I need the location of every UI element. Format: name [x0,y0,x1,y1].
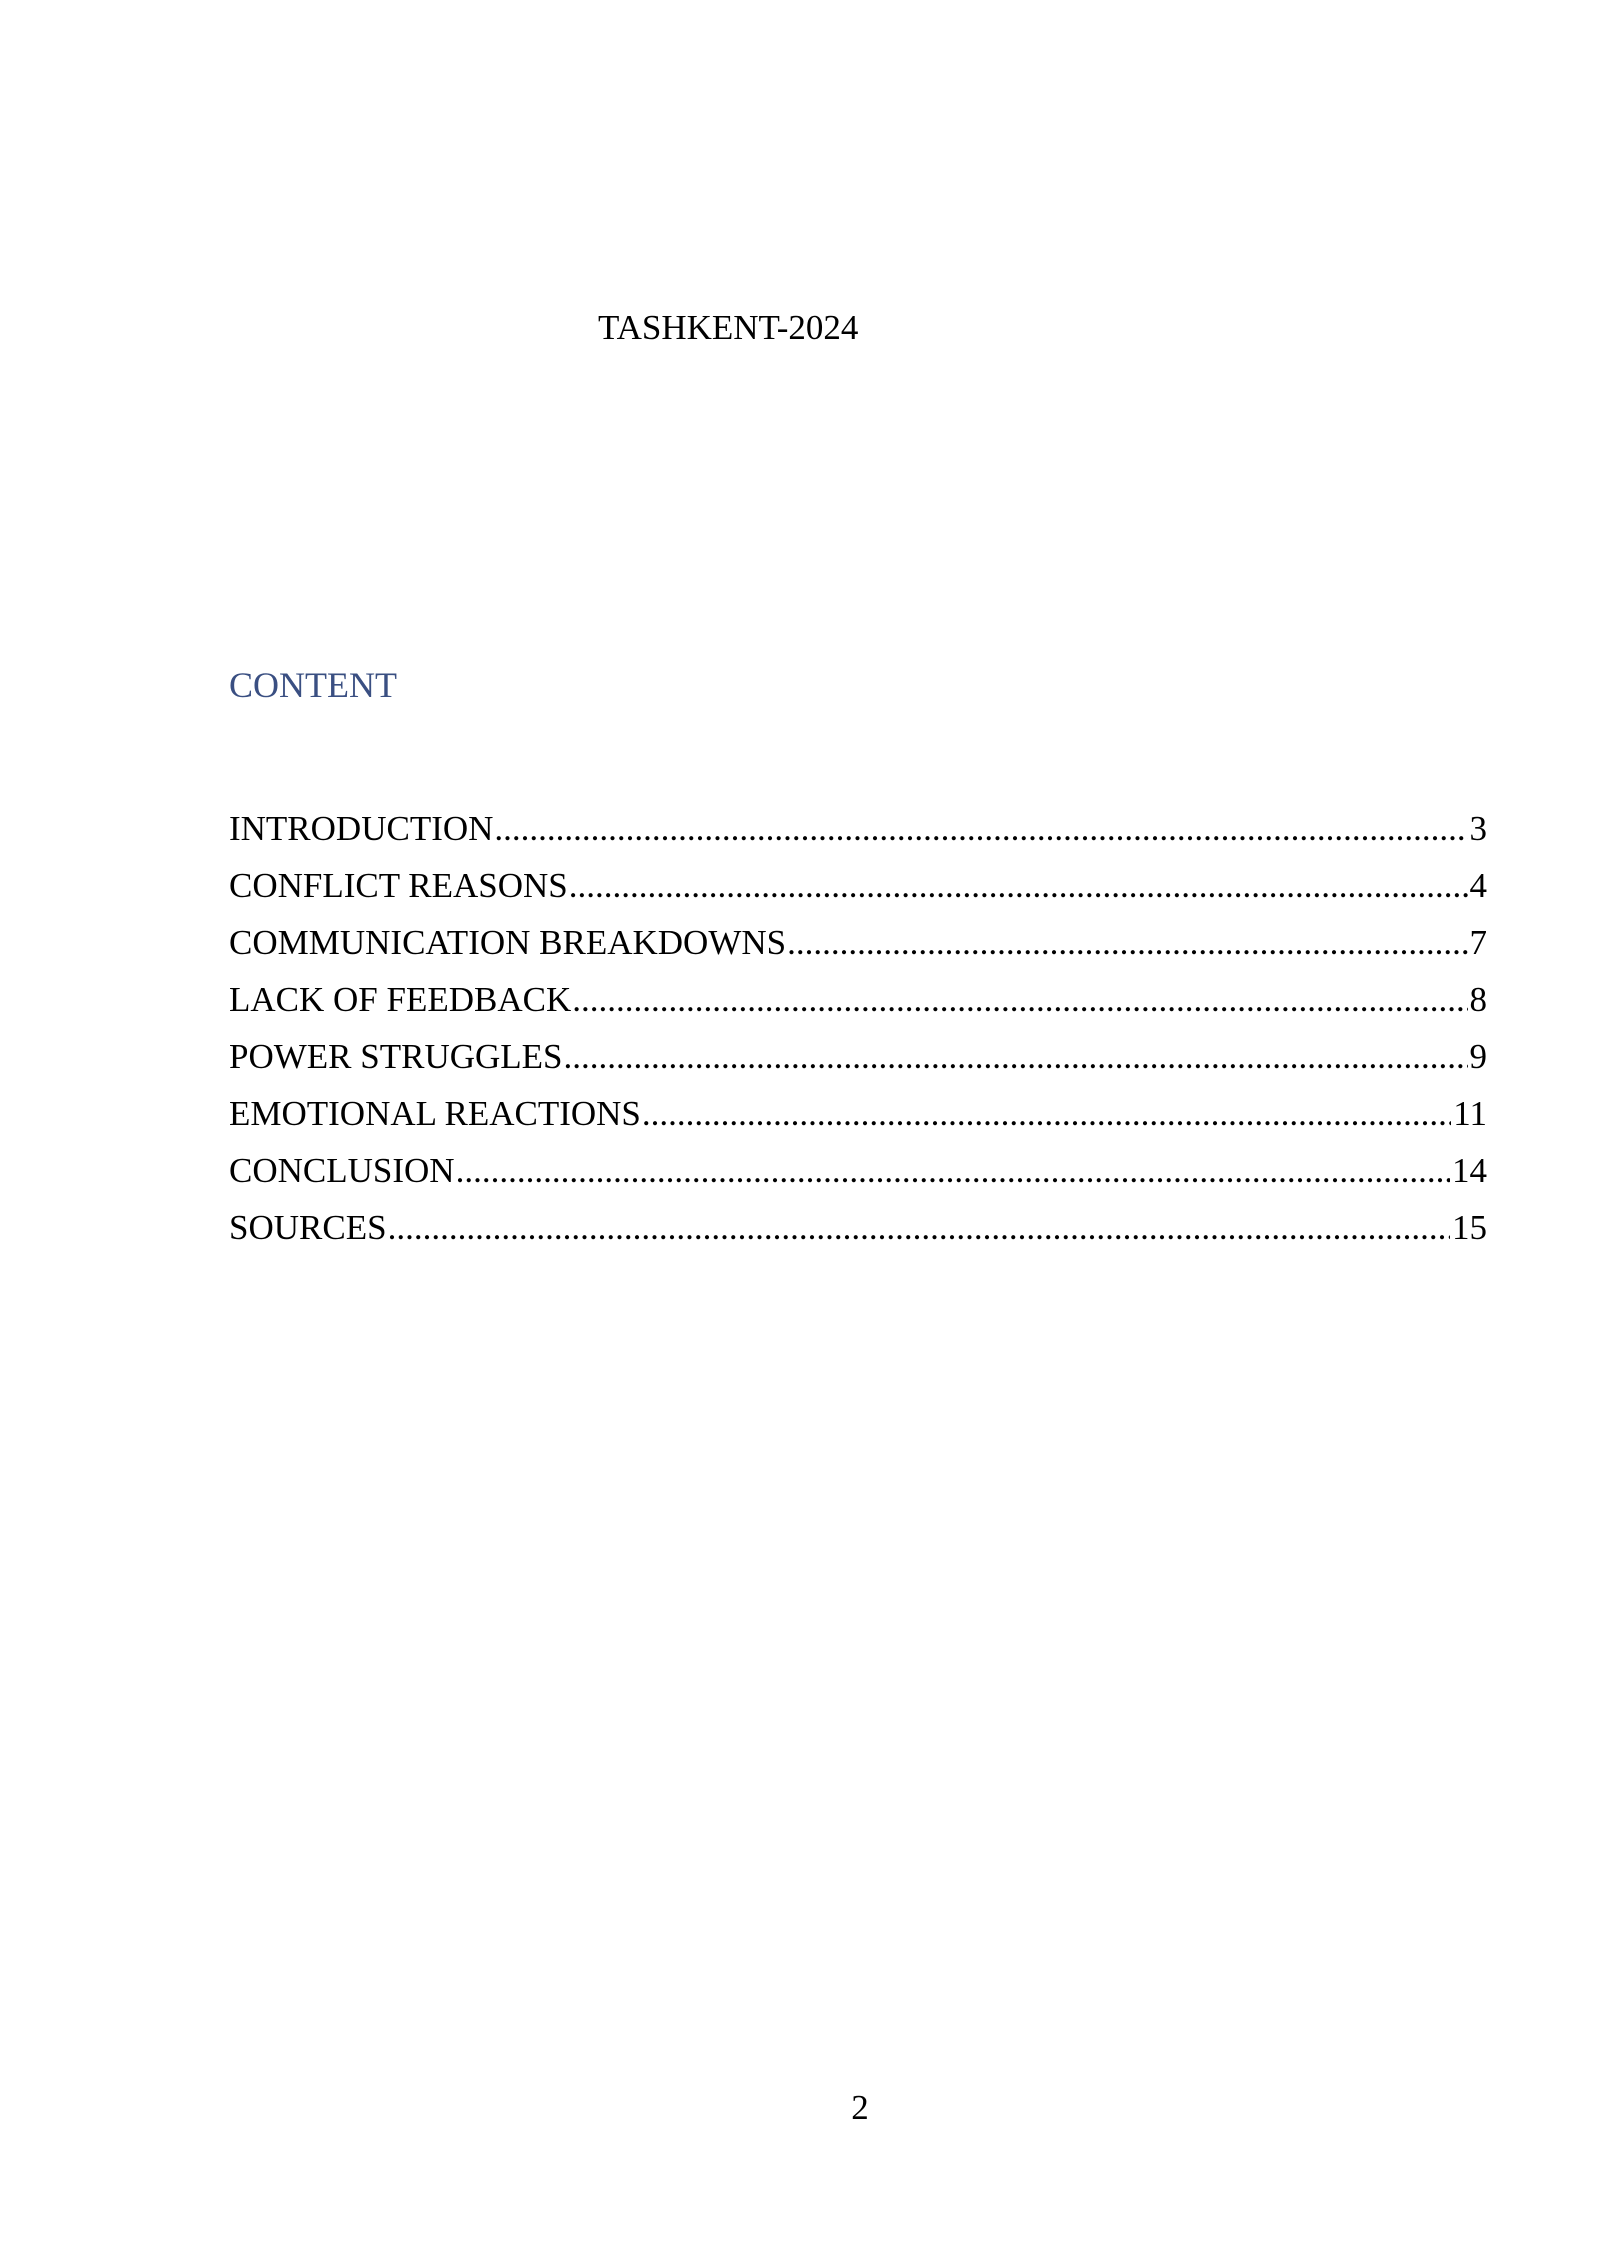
table-of-contents [229,800,1487,1256]
toc-entry-page: 15 [1452,1208,1487,1247]
toc-dot-leader [787,914,1467,971]
toc-entry-page: 3 [1469,809,1487,848]
toc-entry-title: EMOTIONAL REACTIONS [229,1094,641,1133]
toc-entry-title: INTRODUCTION [229,809,494,848]
toc-entry-page: 8 [1469,980,1487,1019]
toc-entry-page: 9 [1469,1037,1487,1076]
toc-entry-sources [229,1199,1487,1256]
toc-dot-leader [388,1199,1450,1256]
toc-entry-title: POWER STRUGGLES [229,1037,563,1076]
toc-entry-page: 14 [1452,1151,1487,1190]
toc-dot-leader [572,971,1467,1028]
toc-entry-lack-of-feedback [229,971,1487,1028]
toc-entry-conclusion [229,1142,1487,1199]
toc-entry-page: 7 [1469,923,1487,962]
city-year-line: TASHKENT-2024 [598,308,859,347]
toc-entry-communication-breakdowns [229,914,1487,971]
toc-entry-emotional-reactions [229,1085,1487,1142]
toc-entry-page: 11 [1453,1094,1487,1133]
toc-entry-power-struggles [229,1028,1487,1085]
toc-entry-introduction [229,800,1487,857]
toc-entry-conflict-reasons [229,857,1487,914]
toc-dot-leader [494,800,1467,857]
toc-entry-title: CONFLICT REASONS [229,866,568,905]
toc-entry-title: LACK OF FEEDBACK [229,980,572,1019]
toc-entry-page: 4 [1469,866,1487,905]
toc-entry-title: SOURCES [229,1208,387,1247]
toc-entry-title: CONCLUSION [229,1151,455,1190]
toc-dot-leader [642,1085,1451,1142]
page-number: 2 [851,2088,869,2127]
toc-dot-leader [564,1028,1468,1085]
toc-entry-title: COMMUNICATION BREAKDOWNS [229,923,787,962]
toc-dot-leader [569,857,1468,914]
table-of-contents-heading: CONTENT [229,665,397,705]
toc-dot-leader [456,1142,1450,1199]
